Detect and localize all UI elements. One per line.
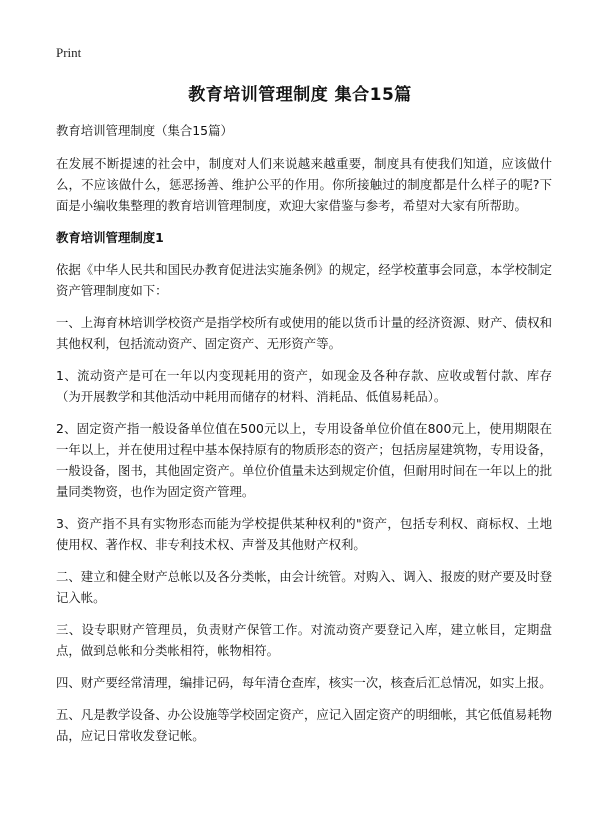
body-paragraph: 依据《中华人民共和国民办教育促进法实施条例》的规定，经学校董事会同意，本学校制定资产管理制度如下： [56, 262, 552, 298]
document-body [56, 120, 552, 757]
document-subtitle: 教育培训管理制度（集合15篇） [56, 123, 233, 138]
body-paragraph: 2、固定资产指一般设备单位值在500元以上，专用设备单位价值在800元上，使用期限在一年以上，并在使用过程中基本保持原有的物质形态的资产；包括房屋建筑物，专用设备，一般设备，图书，其他固定资产。单位价值量未达到规定价值，但耐用时间在一年以上的批量同类物资，也作为固定资产管理。 [56, 421, 552, 499]
body-paragraph: 二、建立和健全财产总帐以及各分类帐，由会计统管。对购入、调入、报废的财产要及时登记入帐。 [56, 569, 552, 605]
intro-paragraph: 在发展不断提速的社会中，制度对人们来说越来越重要，制度具有使我们知道，应该做什么，不应该做什么，惩恶扬善、维护公平的作用。你所接触过的制度都是什么样子的呢?下面是小编收集整理的教育培训管理制度，欢迎大家借鉴与参考，希望对大家有所帮助。 [56, 156, 552, 213]
body-paragraph: 四、财产要经常清理，编排记码，每年清仓查库，核实一次，核查后汇总情况，如实上报。 [56, 675, 552, 690]
body-paragraph: 1、流动资产是可在一年以内变现耗用的资产，如现金及各种存款、应收或暂付款、库存（为开展教学和其他活动中耗用而储存的材料、消耗品、低值易耗品）。 [56, 368, 552, 404]
section-heading: 教育培训管理制度1 [56, 230, 164, 245]
document-title: 教育培训管理制度 集合15篇 [188, 85, 412, 105]
body-paragraph: 一、上海育林培训学校资产是指学校所有或使用的能以货币计量的经济资源、财产、债权和其他权利，包括流动资产、固定资产、无形资产等。 [56, 315, 552, 351]
body-paragraph: 三、设专职财产管理员，负责财产保管工作。对流动资产要登记入库，建立帐目，定期盘点，做到总帐和分类帐相符，帐物相符。 [56, 622, 552, 658]
body-paragraph: 3、资产指不具有实物形态而能为学校提供某种权利的"资产，包括专利权、商标权、土地使用权、著作权、非专利技术权、声誉及其他财产权利。 [56, 516, 552, 552]
body-paragraph: 五、凡是教学设备、办公设施等学校固定资产，应记入固定资产的明细帐，其它低值易耗物品，应记日常收发登记帐。 [56, 707, 552, 743]
print-label: Print [56, 45, 82, 60]
